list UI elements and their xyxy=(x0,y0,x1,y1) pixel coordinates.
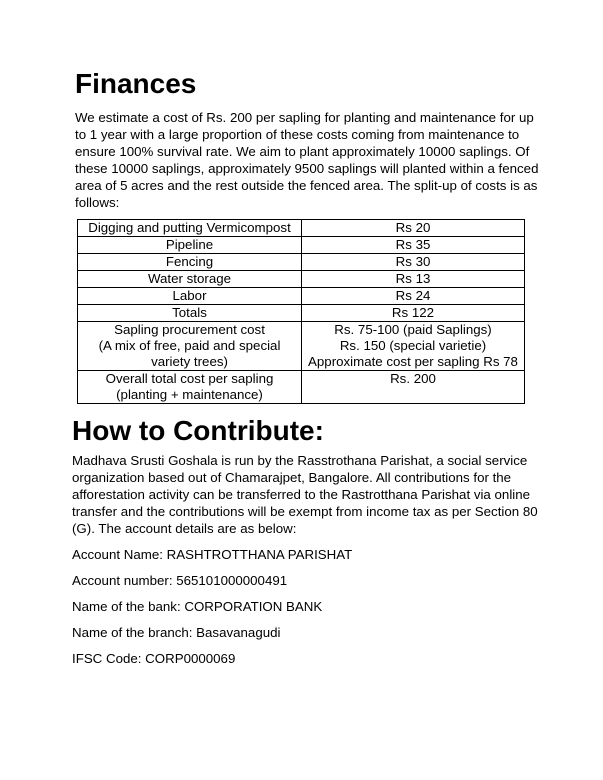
table-row xyxy=(78,220,525,237)
account-number: Account number: 565101000000491 xyxy=(72,573,288,588)
cost-item-cell xyxy=(78,371,302,404)
cost-item-text: Fencing xyxy=(165,254,214,269)
cost-item-cell xyxy=(78,305,302,322)
cost-value-text: Rs 20 xyxy=(395,220,431,235)
cost-value-cell xyxy=(302,237,525,254)
cost-item-cell xyxy=(78,288,302,305)
finances-heading: Finances xyxy=(75,68,197,99)
ifsc-code: IFSC Code: CORP0000069 xyxy=(72,651,236,666)
cost-item-cell xyxy=(78,220,302,237)
cost-item-cell xyxy=(78,322,302,371)
cost-value-cell xyxy=(302,322,525,371)
table-row xyxy=(78,271,525,288)
cost-value-text: Rs. 200 xyxy=(390,371,436,386)
cost-value-cell xyxy=(302,288,525,305)
cost-item-text: Digging and putting Vermicompost xyxy=(88,220,291,235)
cost-value-text: Approximate cost per sapling Rs 78 xyxy=(308,354,518,369)
table-row xyxy=(78,305,525,322)
cost-value-text: Rs 13 xyxy=(395,271,431,286)
cost-value-cell xyxy=(302,220,525,237)
contribute-paragraph: Madhava Srusti Goshala is run by the Rasstrothana Parishat, a social service organization based out of Chamarajpet, Bangalore. All contributions for the afforestation activity can be transferred to the Rastrotthana Parishat via online transfer and the contributions will be exempt from income tax as per Section 80 (G). The account details are as below: xyxy=(72,453,538,536)
cost-item-text: variety trees) xyxy=(151,354,228,369)
cost-value-cell xyxy=(302,254,525,271)
cost-item-text: Pipeline xyxy=(165,237,214,252)
table-row xyxy=(78,237,525,254)
cost-value-text: Rs. 150 (special varietie) xyxy=(339,338,487,353)
cost-value-cell xyxy=(302,271,525,288)
cost-value-text: Rs. 75-100 (paid Saplings) xyxy=(334,322,492,337)
cost-value-text: Rs 24 xyxy=(395,288,431,303)
cost-item-text: Totals xyxy=(172,305,207,320)
cost-item-text: (A mix of free, paid and special xyxy=(98,338,281,353)
cost-value-text: Rs 35 xyxy=(395,237,431,252)
branch-name: Name of the branch: Basavanagudi xyxy=(72,625,281,640)
table-row xyxy=(78,371,525,404)
cost-item-cell xyxy=(78,271,302,288)
bank-name: Name of the bank: CORPORATION BANK xyxy=(72,599,323,614)
cost-value-cell xyxy=(302,371,525,404)
contribute-heading: How to Contribute: xyxy=(72,415,324,446)
cost-item-cell xyxy=(78,237,302,254)
table-row xyxy=(78,322,525,371)
cost-item-text: Overall total cost per sapling xyxy=(105,371,274,386)
finances-paragraph: We estimate a cost of Rs. 200 per sapling for planting and maintenance for up to 1 year with a large proportion of these costs coming from maintenance to ensure 100% survival rate. We aim to plant approximately 10000 saplings. Of these 10000 saplings, approximately 9500 saplings will planted within a fenced area of 5 acres and the rest outside the fenced area. The split-up of costs is as follows: xyxy=(75,110,539,210)
cost-value-text: Rs 122 xyxy=(391,305,435,320)
table-row xyxy=(78,254,525,271)
table-row xyxy=(78,288,525,305)
cost-item-cell xyxy=(78,254,302,271)
cost-value-cell xyxy=(302,305,525,322)
cost-item-text: (planting + maintenance) xyxy=(116,387,263,402)
cost-item-text: Labor xyxy=(172,288,207,303)
cost-item-text: Sapling procurement cost xyxy=(114,322,265,337)
cost-value-text: Rs 30 xyxy=(395,254,431,269)
account-name: Account Name: RASHTROTTHANA PARISHAT xyxy=(72,547,353,562)
cost-item-text: Water storage xyxy=(147,271,231,286)
cost-split-table xyxy=(77,219,525,404)
